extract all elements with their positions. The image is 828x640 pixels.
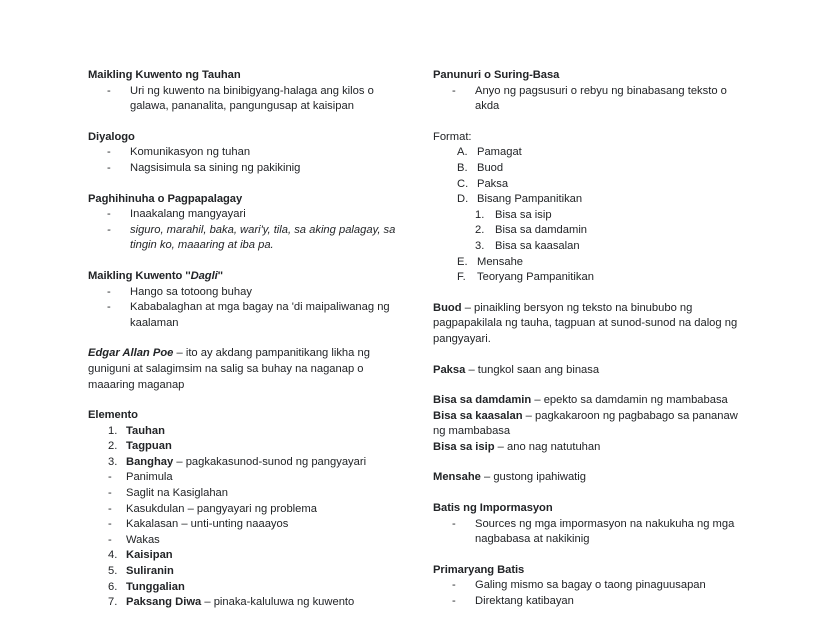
section-gap: [433, 455, 752, 470]
definition-term: Bisa sa damdamin: [433, 394, 532, 407]
list-item: - Wakas: [88, 533, 407, 549]
definition-edgar-allan-poe: [88, 346, 407, 393]
list-item: Bisa sa kaasalan: [495, 239, 580, 252]
definition-text: – ito ay akdang pampanitikang likha ng guniguni at salagimsim na salig sa buhay na naganap o maaaring maganap: [88, 347, 370, 391]
heading-suffix: '': [217, 269, 223, 282]
section-gap: [88, 331, 407, 346]
section-gap: [433, 548, 752, 563]
definition-text: – pagkakaroon ng pagbabago sa pananaw ng mambabasa: [433, 409, 738, 438]
item-term: Paksang Diwa: [126, 596, 202, 609]
list-item: - Komunikasyon ng tuhan: [88, 145, 407, 161]
list-item: Bisa sa isip: [495, 208, 552, 221]
section-heading: Primaryang Batis: [433, 563, 525, 576]
section-heading: Elemento: [88, 409, 138, 422]
numbered-list-continued: [88, 548, 407, 610]
nested-numbered-list: [477, 208, 752, 255]
section-maikling-kuwento-ng-tauhan: [88, 68, 407, 115]
definition-text: – epekto sa damdamin ng mambabasa: [531, 394, 728, 407]
list-item: - Anyo ng pagsusuri o rebyu ng binabasang teksto o akda: [433, 84, 752, 115]
list-item: - Direktang katibayan: [433, 594, 752, 610]
definition-term: Bisa sa isip: [433, 440, 495, 453]
item-term: Suliranin: [126, 565, 174, 578]
lettered-list: [433, 145, 752, 285]
definition-bisa-sa-isip: [433, 440, 752, 456]
list-item: - Panimula: [88, 470, 407, 486]
section-gap: [433, 378, 752, 393]
list-item: [88, 548, 407, 564]
section-primaryang-batis: [433, 563, 752, 610]
list-item: - Sources ng mga impormasyon na nakukuha ng mga nagbabasa at nakikinig: [433, 517, 752, 548]
list-item: [88, 595, 407, 611]
definition-text: – gustong ipahiwatig: [480, 471, 586, 484]
heading-emphasis: Dagli: [190, 269, 218, 282]
left-column: [88, 68, 407, 611]
definition-mensahe: [433, 470, 752, 486]
list-item: - Hango sa totoong buhay: [88, 285, 407, 301]
definition-text: – tungkol saan ang binasa: [465, 363, 600, 376]
definition-paksa: [433, 363, 752, 379]
list-item: - siguro, marahil, baka, wari'y, tila, sa aking palagay, sa tingin ko, maaaring at iba pa.: [88, 223, 407, 254]
list-item: [88, 564, 407, 580]
banghay-sub-list: [88, 470, 407, 548]
definition-text: – ano nag natutuhan: [494, 440, 601, 453]
definition-term: Bisa sa kaasalan: [433, 409, 523, 422]
list-item: Pamagat: [477, 146, 522, 159]
right-column: [433, 68, 752, 611]
section-heading: Paghihinuha o Pagpapalagay: [88, 192, 243, 205]
format-label: Format:: [433, 130, 472, 143]
list-item: Buod: [477, 161, 504, 174]
definition-bisa-sa-damdamin: [433, 393, 752, 409]
list-item: - Saglit na Kasiglahan: [88, 486, 407, 502]
definition-buod: [433, 301, 752, 348]
section-heading: [88, 269, 407, 285]
two-column-layout: [88, 68, 752, 611]
definition-text: – pinaikling bersyon ng teksto na binububo ng pagpapakilala ng tauha, tagpuan at sunod-sunod na dalog ng pangyayari.: [433, 301, 738, 345]
heading-prefix: Maikling Kuwento '': [88, 269, 191, 282]
list-item: [88, 424, 407, 440]
dash-list: [88, 145, 407, 176]
list-item: Paksa: [477, 177, 509, 190]
dash-list: [433, 84, 752, 115]
list-item: Bisa sa damdamin: [495, 224, 588, 237]
section-gap: [433, 115, 752, 130]
definition-term: Edgar Allan Poe: [88, 347, 174, 360]
section-gap: [433, 286, 752, 301]
item-term: Tunggalian: [126, 580, 185, 593]
item-term: Tagpuan: [126, 440, 172, 453]
list-item: [88, 455, 407, 471]
section-gap: [88, 115, 407, 130]
numbered-list: [88, 424, 407, 471]
list-item: - Uri ng kuwento na binibigyang-halaga ang kilos o galawa, pananalita, pangungusap at kaisipan: [88, 84, 407, 115]
section-format: [433, 130, 752, 286]
dash-list: [88, 84, 407, 115]
dash-list: [88, 207, 407, 254]
definition-term: Buod: [433, 301, 462, 314]
list-item: Teoryang Pampanitikan: [477, 271, 594, 284]
section-gap: [88, 177, 407, 192]
section-panunuri: [433, 68, 752, 115]
section-paghihinuha: [88, 192, 407, 254]
definition-bisa-sa-kaasalan: [433, 409, 752, 440]
list-item: - Galing mismo sa bagay o taong pinaguusapan: [433, 578, 752, 594]
item-term: Tauhan: [126, 424, 165, 437]
list-item: - Inaakalang mangyayari: [88, 207, 407, 223]
definition-term: Paksa: [433, 363, 466, 376]
section-gap: [433, 348, 752, 363]
section-heading: Panunuri o Suring-Basa: [433, 69, 560, 81]
list-item: - Nagsisimula sa sining ng pakikinig: [88, 161, 407, 177]
definitions-bisa-group: [433, 393, 752, 455]
section-gap: [433, 486, 752, 501]
item-definition: – pinaka-kaluluwa ng kuwento: [201, 596, 355, 609]
dash-list: [88, 285, 407, 332]
section-gap: [88, 393, 407, 408]
list-item: - Kababalaghan at mga bagay na 'di maipaliwanag ng kaalaman: [88, 300, 407, 331]
dash-list: [433, 578, 752, 609]
list-item: [88, 439, 407, 455]
section-diyalogo: [88, 130, 407, 177]
section-maikling-kuwento-dagli: [88, 269, 407, 331]
item-term: Banghay: [126, 455, 174, 468]
item-definition: – pagkakasunod-sunod ng pangyayari: [173, 455, 367, 468]
item-term: Kaisipan: [126, 549, 173, 562]
list-item: - Kakalasan – unti-unting naaayos: [88, 517, 407, 533]
section-heading: Batis ng Impormasyon: [433, 502, 553, 515]
section-batis-ng-impormasyon: [433, 501, 752, 548]
section-gap: [88, 254, 407, 269]
dash-list: [433, 517, 752, 548]
list-item: Mensahe: [477, 255, 524, 268]
list-item: - Kasukdulan – pangyayari ng problema: [88, 502, 407, 518]
item-label: Bisang Pampanitikan: [477, 193, 583, 206]
list-item: [433, 192, 752, 254]
section-heading: Maikling Kuwento ng Tauhan: [88, 69, 241, 81]
list-item: [88, 580, 407, 596]
section-elemento: [88, 408, 407, 611]
definition-term: Mensahe: [433, 471, 481, 484]
section-heading: Diyalogo: [88, 130, 135, 143]
